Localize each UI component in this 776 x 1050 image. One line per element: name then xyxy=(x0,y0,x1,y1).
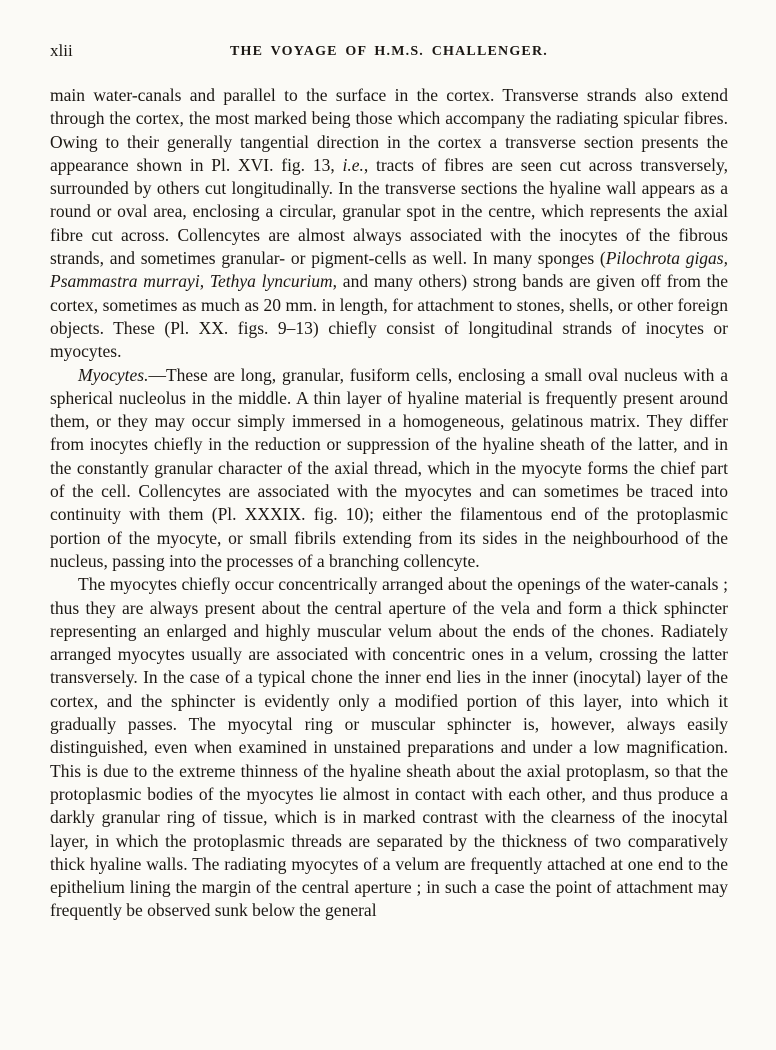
text-run: main water-canals and parallel to the surface in the cortex. Transverse strands also extend through the cortex, the most marked being those which accompany the radiating spicular fibres. Owing to their generally tangential direction in the cortex a transverse section presents the appearance shown in Pl. XVI. fig. 13, xyxy=(50,85,728,175)
text-run: , and many others) strong bands are given off from the cortex, sometimes as much as 20 mm. in length, for attachment to stones, shells, or other foreign objects. These (Pl. XX. figs. 9–13) chiefly consist of longitudinal strands of inocytes or myocytes. xyxy=(50,271,728,362)
running-title: THE VOYAGE OF H.M.S. CHALLENGER. xyxy=(230,44,548,59)
page-header xyxy=(50,40,728,62)
italic-text-run: Pilochrota gigas, Psammastra murrayi, Tethya lyncurium xyxy=(50,248,728,292)
text-run: , tracts of fibres are seen cut across transversely, surrounded by others cut longitudinally. In the transverse sections the hyaline wall appears as a round or oval area, enclosing a circular, granular spot in the centre, which represents the axial fibre cut across. Collencytes are almost always associated with the inocytes of the fibrous strands, and sometimes granular- or pigment-cells as well. In many sponges ( xyxy=(50,154,728,269)
page-number: xlii xyxy=(50,41,73,60)
page-body xyxy=(50,84,728,923)
paragraph xyxy=(50,84,728,364)
paragraph xyxy=(50,364,728,574)
paragraph xyxy=(50,573,728,922)
italic-text-run: Myocytes. xyxy=(78,364,149,385)
italic-text-run: i.e. xyxy=(342,154,364,175)
text-run: —These are long, granular, fusiform cells, enclosing a small oval nucleus with a spherical nucleolus in the middle. A thin layer of hyaline material is frequently present around them, or they may occur simply immersed in a homogeneous, gelatinous matrix. They differ from inocytes chiefly in the reduction or suppression of the hyaline sheath of the latter, and in the constantly granular character of the axial thread, which in the myocyte forms the chief part of the cell. Collencytes are associated with the myocytes and can sometimes be traced into continuity with them (Pl. XXXIX. fig. 10); either the filamentous end of the protoplasmic portion of the myocyte, or small fibrils extending from its sides in the neighbourhood of the nucleus, passing into the processes of a branching collencyte. xyxy=(50,364,728,571)
text-run: The myocytes chiefly occur concentrically arranged about the openings of the water-canals ; thus they are always present about the central aperture of the vela and form a thick sphincter representing an enlarged and highly muscular velum about the ends of the chones. Radiately arranged myocytes usually are associated with concentric ones in a velum, crossing the latter transversely. In the case of a typical chone the inner end lies in the inner (inocytal) layer of the cortex, and the sphincter is evidently only a modified portion of this layer, into which it gradually passes. The myocytal ring or muscular sphincter is, however, always easily distinguished, even when examined in unstained preparations and under a low magnification. This is due to the extreme thinness of the hyaline sheath about the axial protoplasm, so that the protoplasmic bodies of the myocytes lie almost in contact with each other, and thus produce a darkly granular ring of tissue, which is in marked contrast with the clearness of the inocytal layer, in which the protoplasmic threads are separated by the thickness of two comparatively thick hyaline walls. The radiating myocytes of a velum are frequently attached at one end to the epithelium lining the margin of the central aperture ; in such a case the point of attachment may frequently be observed sunk below the general xyxy=(50,574,728,921)
